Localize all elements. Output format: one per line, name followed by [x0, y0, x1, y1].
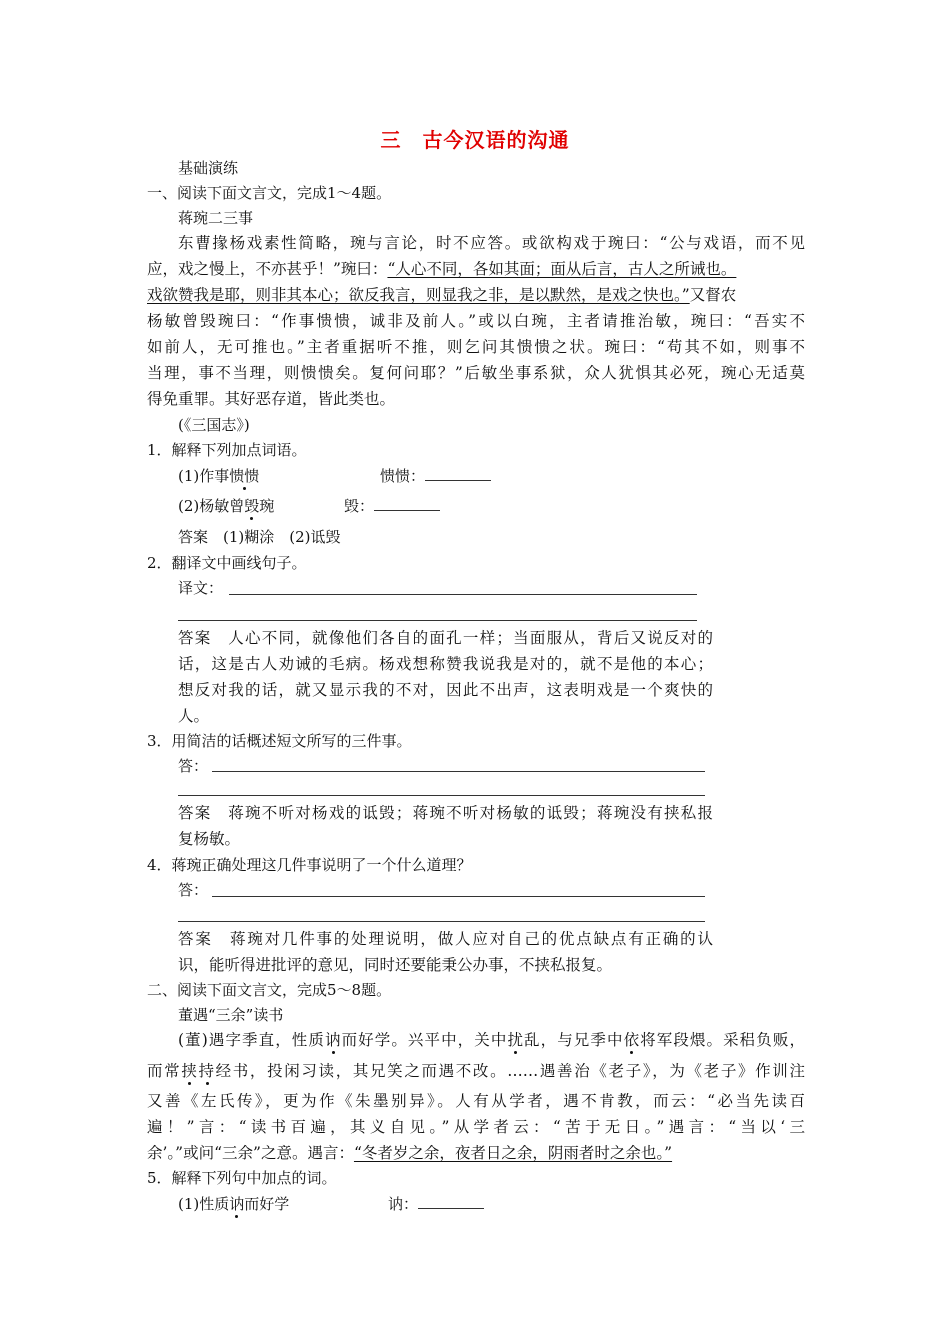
question-2-prompt: 译文： [178, 579, 224, 597]
question-2-stem: 2．翻译文中画线句子。 [147, 554, 307, 572]
question-3-answer-line: 复杨敏。 [178, 830, 241, 848]
underlined-sentence: “冬者岁之余，夜者日之余，阴雨者时之余也。” [353, 1144, 673, 1162]
passage1-line: 如前人，无可推也。”主者重据听不推，则乞问其愦愦之状。琬曰：“苟其不如，则事不 [147, 338, 805, 356]
part2-heading: 二、阅读下面文言文，完成5～8题。 [147, 981, 392, 999]
passage1-line: 当理，事不当理，则愦愦矣。复何问耶？”后敏坐事系狱，众人犹惧其必死，琬心无适莫 [147, 364, 805, 382]
answer-line[interactable] [178, 921, 705, 922]
page-title: 三 古今汉语的沟通 [380, 128, 570, 152]
question-3-answer-line: 答案 蒋琬不听对杨戏的诋毁；蒋琬不听对杨敏的诋毁；蒋琬没有挟私报 [178, 804, 713, 822]
passage2-line: 余’。”或问“三余”之意。遇言：“冬者岁之余，夜者日之余，阴雨者时之余也。” [147, 1144, 673, 1162]
answer-line[interactable] [178, 795, 705, 796]
passage1-title: 蒋琬二三事 [178, 209, 254, 227]
question-4-prompt: 答： [178, 881, 209, 899]
passage1-source: (《三国志》) [178, 416, 250, 434]
fill-blank[interactable] [374, 496, 440, 511]
answer-line[interactable] [212, 771, 705, 772]
passage2-line: 又善《左氏传》，更为作《朱墨别异》。人有从学者，遇不肯教，而云：“必当先读百 [147, 1092, 805, 1110]
question-2-answer-line: 答案 人心不同，就像他们各自的面孔一样；当面服从，背后又说反对的 [178, 629, 713, 647]
passage1-line: 应，戏之慢上，不亦甚乎！”琬曰：“人心不同，各如其面；面从后言，古人之所诫也。 [147, 260, 737, 278]
passage2-line: 遍！”言：“读书百遍，其义自见。”从学者云：“苦于无日。”遇言：“当以‘三 [147, 1118, 805, 1136]
answer-line[interactable] [178, 620, 697, 621]
question-1-item-1: (1)作事愦愦 [178, 467, 260, 485]
question-1-answer: 答案 (1)糊涂 (2)诋毁 [178, 528, 341, 546]
question-5-stem: 5．解释下列句中加点的词。 [147, 1169, 337, 1187]
answer-line[interactable] [229, 594, 697, 595]
question-3-stem: 3．用简洁的话概述短文所写的三件事。 [147, 732, 412, 750]
passage1-line: 戏欲赞我是耶，则非其本心；欲反我言，则显我之非，是以默然，是戏之快也。”又督农 [147, 286, 737, 304]
passage2-line: 而常挟持经书，投闲习读，其兄笑之而遇不改。……遇善治《老子》，为《老子》作训注 [147, 1062, 805, 1080]
question-4-answer-line: 答案 蒋琬对几件事的处理说明，做人应对自己的优点缺点有正确的认 [178, 930, 713, 948]
question-4-answer-line: 识，能听得进批评的意见，同时还要能秉公办事，不挟私报复。 [178, 956, 613, 974]
passage1-line: 得免重罪。其好恶存道，皆此类也。 [147, 390, 396, 408]
question-1-item-1-answer: 愦愦： [380, 466, 491, 486]
fill-blank[interactable] [425, 466, 491, 481]
question-5-item-1: (1)性质讷而好学 [178, 1195, 290, 1213]
question-2-answer-line: 话，这是古人劝诫的毛病。杨戏想称赞我说我是对的，就不是他的本心； [178, 655, 713, 673]
question-2-answer-line: 想反对我的话，就又显示我的不对，因此不出声，这表明戏是一个爽快的 [178, 681, 713, 699]
question-1-stem: 1．解释下列加点词语。 [147, 441, 307, 459]
underlined-sentence: 戏欲赞我是耶，则非其本心；欲反我言，则显我之非，是以默然，是戏之快也。” [147, 286, 690, 304]
underlined-sentence: “人心不同，各如其面；面从后言，古人之所诫也。 [387, 260, 737, 278]
question-3-prompt: 答： [178, 757, 209, 775]
question-2-answer-line: 人。 [178, 707, 210, 725]
fill-blank[interactable] [418, 1194, 484, 1209]
question-4-stem: 4．蒋琬正确处理这几件事说明了一个什么道理？ [147, 856, 472, 874]
passage1-line: 杨敏曾毁琬曰：“作事愦愦，诚非及前人。”或以白琬，主者请推治敏，琬曰：“吾实不 [147, 312, 805, 330]
question-1-item-2-answer: 毁： [344, 496, 440, 516]
question-5-item-1-answer: 讷： [388, 1194, 484, 1214]
passage2-title: 董遇“三余”读书 [178, 1006, 284, 1024]
passage1-line: 东曹掾杨戏素性简略，琬与言论，时不应答。或欲构戏于琬曰：“公与戏语，而不见 [178, 234, 805, 252]
part1-heading: 一、阅读下面文言文，完成1～4题。 [147, 184, 392, 202]
answer-line[interactable] [212, 896, 705, 897]
section-label: 基础演练 [178, 159, 239, 177]
passage2-line: (董)遇字季直，性质讷而好学。兴平中，关中扰乱，与兄季中依将军段煨。采稆负贩， [178, 1031, 805, 1049]
question-1-item-2: (2)杨敏曾毁琬 [178, 497, 275, 515]
